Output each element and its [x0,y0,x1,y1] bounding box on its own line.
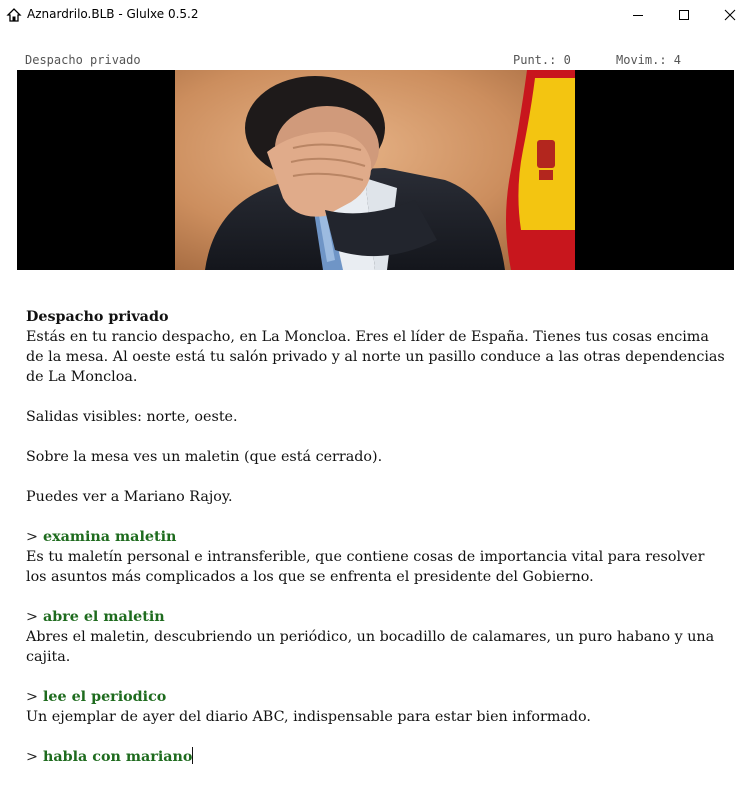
room-description: Estás en tu rancio despacho, en La Moncloa. Eres el líder de España. Tienes tus cosas encima de la mesa. Al oeste está tu salón privado y al norte un pasillo conduce a las otras dependencias de La Moncloa. [26,329,725,385]
close-icon [724,9,736,21]
window-title: Aznardrilo.BLB - Glulxe 0.5.2 [27,7,199,21]
objects-text: Sobre la mesa ves un maletin (que está cerrado). [26,449,383,465]
prompt-symbol: > [26,529,38,545]
status-moves: Movim.: 4 [616,53,682,67]
story-window [26,307,726,767]
minimize-button[interactable] [615,0,661,30]
response-text: Es tu maletín personal e intransferible, que contiene cosas de importancia vital para resolver los asuntos más complicados a los que se enfrenta el presidente del Gobierno. [26,549,705,585]
response-text: Abres el maletin, descubriendo un periódico, un bocadillo de calamares, un puro habano y una cajita. [26,629,715,665]
maximize-icon [678,9,690,21]
status-room-name: Despacho privado [25,53,141,67]
text-caret [192,747,193,764]
prompt-symbol: > [26,689,38,705]
glulxe-app-icon [6,7,22,23]
room-photo [175,70,575,270]
command-line [26,527,726,547]
command-input-line[interactable] [26,747,726,767]
prompt-symbol: > [26,749,38,765]
minimize-icon [632,9,644,21]
exits-text: Salidas visibles: norte, oeste. [26,409,238,425]
title-bar [0,0,753,30]
prompt-symbol: > [26,609,38,625]
command-line [26,607,726,627]
response-text: Un ejemplar de ayer del diario ABC, indispensable para estar bien informado. [26,709,591,725]
command-input[interactable]: habla con mariano [42,749,193,765]
command-text: examina maletin [42,529,177,545]
command-line [26,687,726,707]
command-text: abre el maletin [42,609,165,625]
close-button[interactable] [707,0,753,30]
maximize-button[interactable] [661,0,707,30]
graphics-window [17,70,734,270]
room-title: Despacho privado [26,309,169,325]
status-score: Punt.: 0 [513,53,571,67]
npc-text: Puedes ver a Mariano Rajoy. [26,489,233,505]
command-text: lee el periodico [42,689,167,705]
status-bar [17,52,734,70]
